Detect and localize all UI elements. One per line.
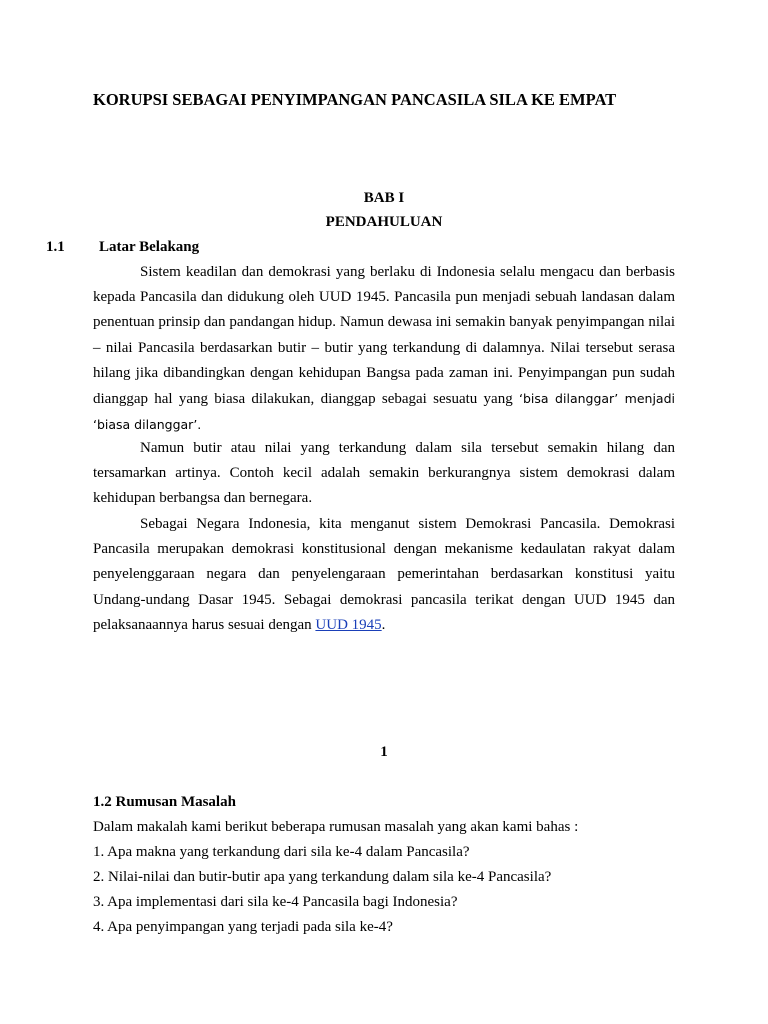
chapter-title: PENDAHULUAN	[325, 214, 443, 230]
paragraph-2	[93, 436, 675, 512]
section-1-2-heading: 1.2 Rumusan Masalah	[93, 794, 236, 810]
section-heading: Latar Belakang	[99, 239, 200, 255]
paragraph-3-end: .	[381, 616, 386, 633]
list-item: 3. Apa implementasi dari sila ke-4 Pancasila bagi Indonesia?	[93, 894, 458, 910]
uud-1945-link[interactable]: UUD 1945	[315, 616, 382, 633]
list-item: 2. Nilai-nilai dan butir-butir apa yang terkandung dalam sila ke-4 Pancasila?	[93, 869, 552, 885]
chapter-label: BAB I	[363, 190, 405, 206]
list-item: 4. Apa penyimpangan yang terjadi pada sila ke-4?	[93, 919, 393, 935]
paragraph-2-text: Namun butir atau nilai yang terkandung dalam sila tersebut semakin hilang dan tersamarkan artinya. Contoh kecil adalah semakin berkurangnya sistem demokrasi dalam kehidupan berbangsa dan bernegara.	[93, 440, 675, 507]
paragraph-1	[93, 260, 675, 438]
paragraph-3	[93, 512, 675, 638]
paragraph-3-text: Sebagai Negara Indonesia, kita menganut sistem Demokrasi Pancasila. Demokrasi Pancasila merupakan demokrasi konstitusional dengan mekanisme kedaulatan rakyat dalam penyelenggaraan negara dan penyelengaraan pemerintahan berdasarkan konstitusi yaitu Undang-undang Dasar 1945. Sebagai demokrasi pancasila terikat dengan UUD 1945 dan pelaksanaannya harus sesuai dengan	[93, 516, 675, 633]
list-item: 1. Apa makna yang terkandung dari sila ke-4 dalam Pancasila?	[93, 844, 470, 860]
section-1-2-intro: Dalam makalah kami berikut beberapa rumusan masalah yang akan kami bahas :	[93, 819, 579, 835]
paragraph-1-text: Sistem keadilan dan demokrasi yang berlaku di Indonesia selalu mengacu dan berbasis kepada Pancasila dan didukung oleh UUD 1945. Pancasila pun menjadi sebuah landasan dalam penentuan prinsip dan pandangan hidup. Namun dewasa ini semakin banyak penyimpangan nilai – nilai Pancasila berdasarkan butir – butir yang terkandung di dalamnya. Nilai tersebut serasa hilang jika dibandingkan dengan kehidupan Bangsa pada zaman ini. Penyimpangan pun sudah dianggap hal yang biasa dilakukan, dianggap sebagai sesuatu yang	[93, 264, 675, 408]
document-title: KORUPSI SEBAGAI PENYIMPANGAN PANCASILA SILA KE EMPAT	[93, 90, 617, 109]
paragraph-1-quote: ‘bisa dilanggar’ menjadi ‘biasa dilanggar’.	[93, 391, 675, 433]
page-number: 1	[380, 744, 388, 760]
section-number: 1.1	[46, 239, 65, 255]
